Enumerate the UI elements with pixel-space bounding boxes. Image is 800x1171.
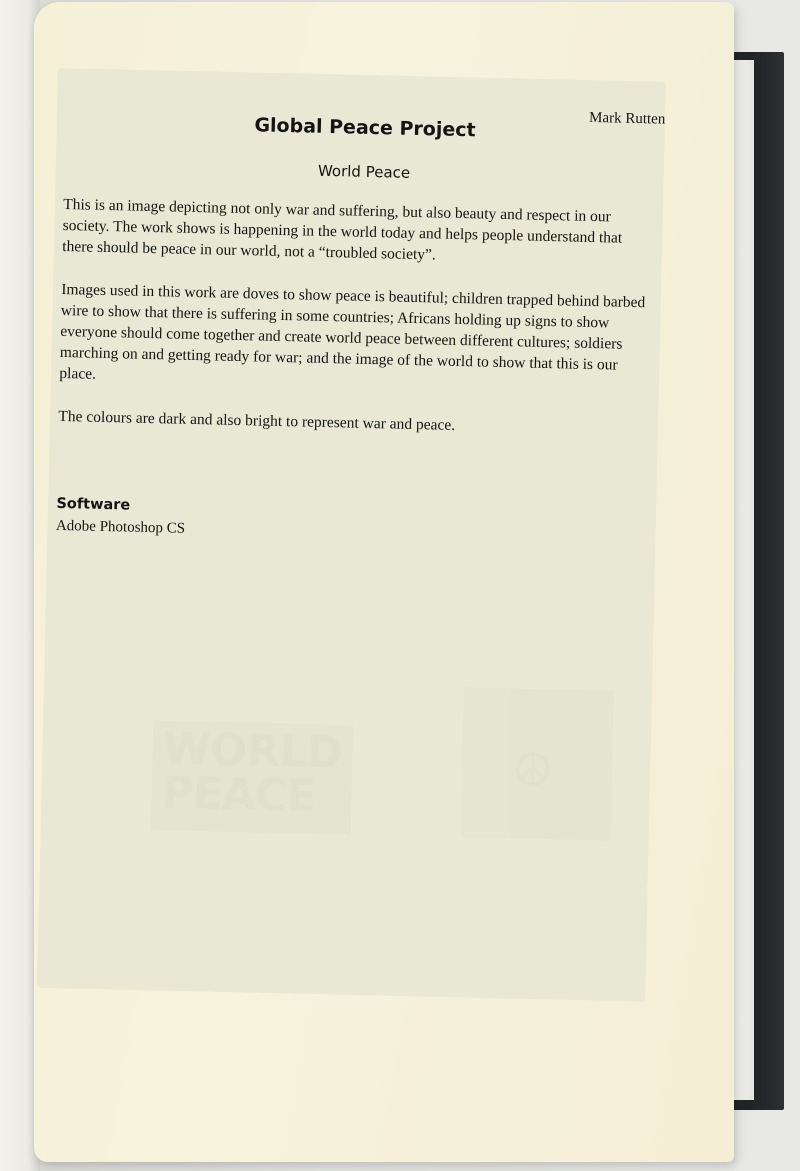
page-subtitle: World Peace: [317, 161, 411, 182]
description-text: [58, 194, 656, 462]
software-value: Adobe Photoshop CS: [55, 517, 186, 537]
software-heading: Software: [56, 495, 131, 514]
faded-artwork: [38, 708, 652, 972]
paragraph: This is an image depicting not only war and suffering, but also beauty and respect in our society. The work shows is happening in the world today and helps people understand that there should be peace in our world, not a “troubled society”.: [62, 195, 623, 264]
peace-symbol-icon: ☮: [511, 742, 554, 798]
paragraph: Images used in this work are doves to show peace is beautiful; children trapped behind barbed wire to show that there is suffering in some countries; Africans holding up signs to show everyone should come together and create world peace between different cultures; soldiers marching on and getting ready for war; and the image of the world to show that this is our place.: [59, 280, 646, 383]
faded-text-world: WORLD: [161, 723, 343, 779]
author-name: Mark Rutten: [588, 109, 666, 128]
book-page: [34, 2, 734, 1162]
paragraph: The colours are dark and also bright to represent war and peace.: [58, 407, 456, 434]
page-title: Global Peace Project: [254, 114, 476, 142]
faded-text-peace: PEACE: [160, 767, 316, 823]
